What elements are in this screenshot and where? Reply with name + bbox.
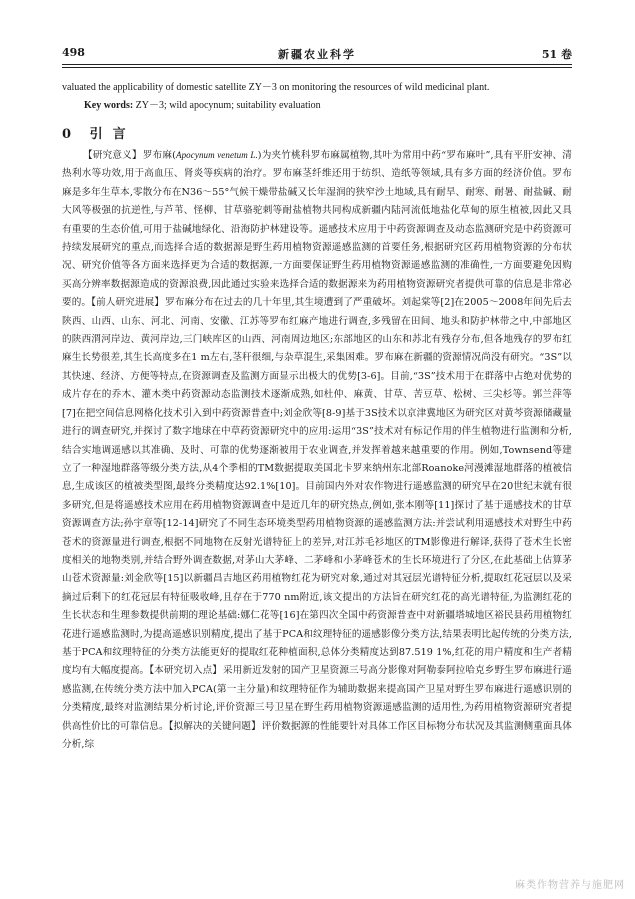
abstract-tail: valuated the applicability of domestic satellite ZY－3 on monitoring the resources of wild medicinal plant. bbox=[62, 82, 490, 93]
section-title: 引言 bbox=[89, 127, 136, 142]
tag-key-problems: 【拟解决的关键问题】 bbox=[168, 720, 261, 732]
body-part-1b: )为夹竹桃科罗布麻属植物,其叶为常用中药“罗布麻叶”,具有平肝安神、清热利水等功效,用于高血压、肾炎等疾病的治疗。罗布麻茎纤维还用于纺织、造纸等领域,具有多方面的经济价值。罗布麻是多年生草本,零散分布在N36～55°气候干燥带盐碱又长年湿润的狭窄沙土地域,具有耐旱、耐寒、耐暑、耐盐碱、耐大风等极强的抗逆性,与芦苇、怪柳、甘草骆驼刺等耐盐植物共同构成新疆内陆河流低地盐化草甸的原生植被,因此又具有重要的生态价值,可用于盐碱地绿化、沿海防护林建设等。遥感技术应用于中药资源调查及动态监测研究是中药资源可持续发展研究的重点,而选择合适的数据源是野生药用植物资源遥感监测的首要任务,根据研究区药用植物资源的分布状况、研究价值等各方面来选择更为合适的数据源,一方面要保证野生药用植物资源遥感监测的准确性,一方面要避免因购买高分辨率数据源造成的资源浪费,因此通过实验来选择合适的数据源来为药用植物资源研究者提供可靠的信息是非常必要的。 bbox=[62, 150, 572, 309]
latin-species-name: Apocynum venetum L. bbox=[175, 150, 258, 160]
watermark: 麻类作物营养与施肥网 bbox=[515, 880, 625, 891]
volume-label: 51 卷 bbox=[541, 48, 572, 61]
header-rule-bottom bbox=[62, 67, 572, 68]
introduction-body bbox=[62, 146, 572, 754]
page-number: 498 bbox=[62, 46, 85, 59]
running-header bbox=[62, 40, 572, 60]
body-part-2: 罗布麻分布在过去的几十年里,其生境遭到了严重破坏。刘起棠等[2]在2005～2008年间先后去陕西、山西、山东、河北、河南、安徽、江苏等罗布红麻产地进行调查,多残留在田间、地头和防护林带之中,中部地区的陕西渭河岸边、黄河岸边,三门峡库区的山西、河南周边地区;东部地区的山东和苏北有残存分布,但各地残存的罗布红麻生长势很差,其生长高度多在1 m左右,茎秆很细,与杂草混生,采集困难。罗布麻在新疆的资源情况尚没有研究。“3S”以其快速、经济、方便等特点,在资源调查及监测方面显示出极大的优势[3-6]。目前,“3S”技术用于在群落中占绝对优势的成片存在的乔木、灌木类中药资源动态监测技术逐渐成熟,如杜仲、麻黄、甘草、苦豆草、松树、三尖杉等。郭兰萍等[7]在把空间信息网格化技术引入到中药资源普查中;刘金欣等[8-9]基于3S技术以京津冀地区为研究区对黄芩资源储藏量进行的调查研究,并探讨了数字地球在中草药资源研究中的应用:运用“3S”技术对有标记作用的伴生植物进行监测和分析,结合实地调遥感以其准确、及时、可靠的优势逐渐被用于农业调查,并发挥着越来越重要的作用。例如,Townsend等建立了一种湿地群落等级分类方法,从4个季相的TM数据提取美国北卡罗来纳州东北部Roanoke河漫滩湿地群落的植被信息,生成该区的植被类型图,最终分类精度达92.1%[10]。目前国内外对农作物进行遥感监测的研究早在20世纪末就有很多研究,但是将遥感技术应用在药用植物资源调查中是近几年的研究热点,例如,张本刚等[11]探讨了基于遥感技术的甘草资源调查方法;孙宇章等[12-14]研究了不同生态环境类型药用植物资源的遥感监测方法:并尝试利用遥感技术对野生中药苍术的资源量进行调查,根据不同地物在反射光谱特征上的差异,对江苏毛衫地区的TM影像进行解译,获得了苍术生长密度相关的地物类别,并结合野外调查数据,对茅山大茅峰、二茅峰和小茅峰苍术的生长环境进行了分区,在此基础上估算茅山苍术资源量:刘金欣等[15]以新疆昌吉地区药用植物红花为研究对象,通过对其冠层光谱特征分析,提取红花冠层以及采摘过后剩下的红花冠层有特征吸收峰,且存在于770 nm附近,该文提出的方法旨在研究红花的高光谱特征,为监测红花的生长状态和生理参数提供前期的理论基础:娜仁花等[16]在第四次全国中药资源普查中对新疆塔城地区裕民县药用植物红花进行遥感监测时,为提高遥感识别精度,提出了基于PCA和纹理特征的遥感影像分类方法,结果表明比起传统的分类方法,基于PCA和纹理特征的分类方法能更好的提取红花种植面积,总体分类精度达到87.519 1%,红花的用户精度和生产者精度均有大幅度提高。 bbox=[62, 297, 572, 677]
journal-name: 新疆农业科学 bbox=[278, 48, 356, 61]
tag-entry-point: 【本研究切入点】 bbox=[149, 665, 223, 677]
body-part-1a: 罗布麻( bbox=[142, 150, 176, 161]
keywords-value: ZY－3; wild apocynum; suitability evaluation bbox=[135, 100, 321, 111]
keywords-line bbox=[84, 98, 572, 114]
body-part-3: 采用新近发射的国产卫星资源三号高分影像对阿勒泰阿拉哈克乡野生罗布麻进行遥感监测,在传统分类方法中加入PCA(第一主分量)和纹理特征作为辅助数据来提高国产卫星对野生罗布麻进行遥感识别的分类精度,最终对监测结果分析讨论,评价资源三号卫星在野生药用植物资源遥感监测的适用性,为药用植物资源研究者提供高性价比的可靠信息。 bbox=[62, 665, 572, 732]
section-number: 0 bbox=[62, 127, 72, 142]
tag-previous-research: 【前人研究进展】 bbox=[91, 297, 165, 309]
body-part-4: 评价数据源的性能要针对具体工作区目标物分布状况及其监测侧重面具体分析,综 bbox=[62, 720, 572, 750]
tag-significance: 【研究意义】 bbox=[83, 150, 142, 161]
section-heading bbox=[62, 123, 136, 142]
keywords-label: Key words: bbox=[84, 100, 134, 111]
header-rule-top bbox=[62, 64, 572, 65]
